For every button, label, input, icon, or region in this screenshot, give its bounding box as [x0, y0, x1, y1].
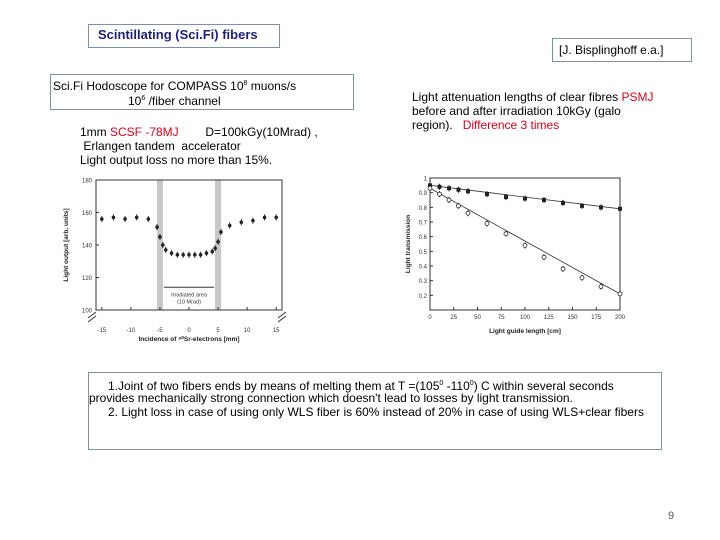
page-number: 9	[668, 510, 675, 522]
data-point	[216, 240, 220, 244]
data-point-after	[428, 186, 432, 190]
data-point	[213, 246, 217, 250]
data-point	[187, 253, 191, 257]
y-tick-label: 0.5	[418, 249, 427, 256]
data-point-before	[523, 197, 527, 201]
fiber-description-line2: Erlangen tandem accelerator	[80, 139, 241, 153]
attenuation-line2: before and after irradiation 10kGy (galo	[412, 104, 621, 118]
fiber-description-line1: 1mm SCSF -78MJ D=100kGy(10Mrad) ,	[80, 125, 318, 139]
x-tick-label: 5	[216, 328, 220, 334]
x-tick-label: 50	[474, 315, 481, 321]
y-tick-label: 120	[81, 276, 92, 282]
data-point-before	[504, 195, 508, 199]
data-point	[199, 253, 203, 257]
data-point-before	[466, 189, 470, 193]
note-line2: provides mechanically strong connection which doesn't lead to losses by light transmission.	[89, 391, 573, 405]
x-tick-label: 175	[591, 315, 602, 321]
y-tick-label: 0.8	[418, 205, 427, 212]
data-point	[164, 248, 168, 252]
data-point-after	[523, 243, 527, 247]
x-tick-label: -5	[157, 328, 163, 334]
hodoscope-line1: Sci.Fi Hodoscope for COMPASS $10^8$ muons/s	[53, 79, 297, 93]
data-point-before	[447, 186, 451, 190]
data-point-before	[542, 198, 546, 202]
data-point-before	[438, 185, 442, 189]
y-axis-label: Light transmission	[405, 214, 412, 274]
data-point	[228, 224, 232, 228]
x-tick-label: 125	[543, 315, 554, 321]
data-point-after	[618, 292, 622, 296]
y-tick-label: 0.2	[418, 293, 427, 300]
annotation-label-2: (10 Mrad)	[177, 299, 201, 306]
data-point	[170, 251, 174, 255]
data-point	[155, 225, 159, 229]
attenuation-line3: region). Difference 3 times	[412, 118, 560, 132]
x-tick-label: 200	[614, 315, 626, 321]
data-point-after	[542, 255, 546, 259]
data-point	[100, 217, 104, 221]
data-point-before	[457, 188, 461, 192]
data-point-before	[599, 205, 603, 209]
slide-title: Scintillating (Sci.Fi) fibers	[98, 27, 258, 42]
data-point-after	[447, 198, 451, 202]
fiber-description-line3: Light output loss no more than 15%.	[80, 153, 273, 167]
x-tick-label: 0	[428, 315, 432, 321]
data-point	[147, 217, 151, 221]
y-tick-label: 0.3	[418, 279, 427, 286]
reference-text: [J. Bisplinghoff e.a.]	[559, 43, 664, 57]
note-line1: 1.Joint of two fibers ends by means of melting them at $T =(105^0$ $-110^0$) C within several seconds	[108, 379, 614, 393]
data-point-before	[618, 207, 622, 211]
y-tick-label: 180	[81, 178, 92, 185]
data-point	[135, 216, 139, 220]
data-point	[263, 216, 267, 220]
annotation-label-1: Irradiated area	[171, 292, 207, 299]
y-tick-label: 100	[81, 308, 92, 315]
x-tick-label: 25	[450, 315, 458, 321]
data-point	[176, 253, 180, 257]
data-point-after	[580, 276, 584, 280]
x-tick-label: 150	[567, 315, 578, 321]
data-point	[274, 216, 278, 220]
x-tick-label: 0	[187, 328, 191, 334]
y-tick-label: 0.4	[418, 264, 427, 271]
x-tick-label: 15	[272, 328, 280, 334]
data-point-after	[561, 267, 565, 271]
note-line3: 2. Light loss in case of using only WLS fiber is 60% instead of 20% in case of using WLS+clear fibers	[108, 405, 644, 419]
y-tick-label: 0.6	[418, 235, 427, 242]
y-tick-label: 140	[81, 243, 92, 250]
plot-frame	[96, 180, 282, 310]
data-point-before	[561, 201, 565, 205]
data-point	[219, 230, 223, 234]
x-tick-label: 100	[519, 315, 531, 321]
data-point	[240, 220, 244, 224]
data-point-after	[599, 285, 603, 289]
x-tick-label: -10	[126, 328, 136, 334]
data-point	[123, 217, 127, 221]
x-axis-label: Light guide length [cm]	[489, 328, 561, 335]
data-point-before	[580, 204, 584, 208]
attenuation-line1: Light attenuation lengths of clear fibres PSMJ	[412, 90, 654, 104]
data-point	[193, 253, 197, 257]
x-tick-label: 75	[497, 315, 505, 321]
data-point	[251, 219, 255, 223]
y-axis-label: Light output [arb. units]	[63, 208, 70, 282]
axis-break-right	[278, 312, 286, 322]
data-point	[181, 253, 185, 257]
hodoscope-line2: $10^6$ /fiber channel	[128, 94, 221, 108]
data-point-after	[457, 204, 461, 208]
data-point-after	[485, 221, 489, 225]
light-output-chart	[56, 170, 300, 350]
y-tick-label: 0.7	[418, 220, 427, 227]
data-point-before	[485, 192, 489, 196]
light-transmission-chart	[400, 170, 630, 345]
data-point	[205, 251, 209, 255]
data-point	[210, 250, 214, 254]
y-tick-label: 1	[423, 176, 427, 183]
irradiated-band-1	[215, 180, 221, 310]
y-tick-label: 0.9	[418, 191, 427, 198]
data-point	[161, 243, 165, 247]
data-point-after	[466, 211, 470, 215]
data-point	[158, 235, 162, 239]
y-tick-label: 160	[81, 211, 92, 217]
x-tick-label: -15	[97, 328, 107, 334]
data-point	[112, 216, 116, 220]
x-tick-label: 10	[243, 328, 251, 334]
data-point-after	[504, 232, 508, 236]
data-point-after	[438, 192, 442, 196]
x-axis-label: Incidence of ⁹⁰Sr-electrons [mm]	[138, 336, 240, 343]
